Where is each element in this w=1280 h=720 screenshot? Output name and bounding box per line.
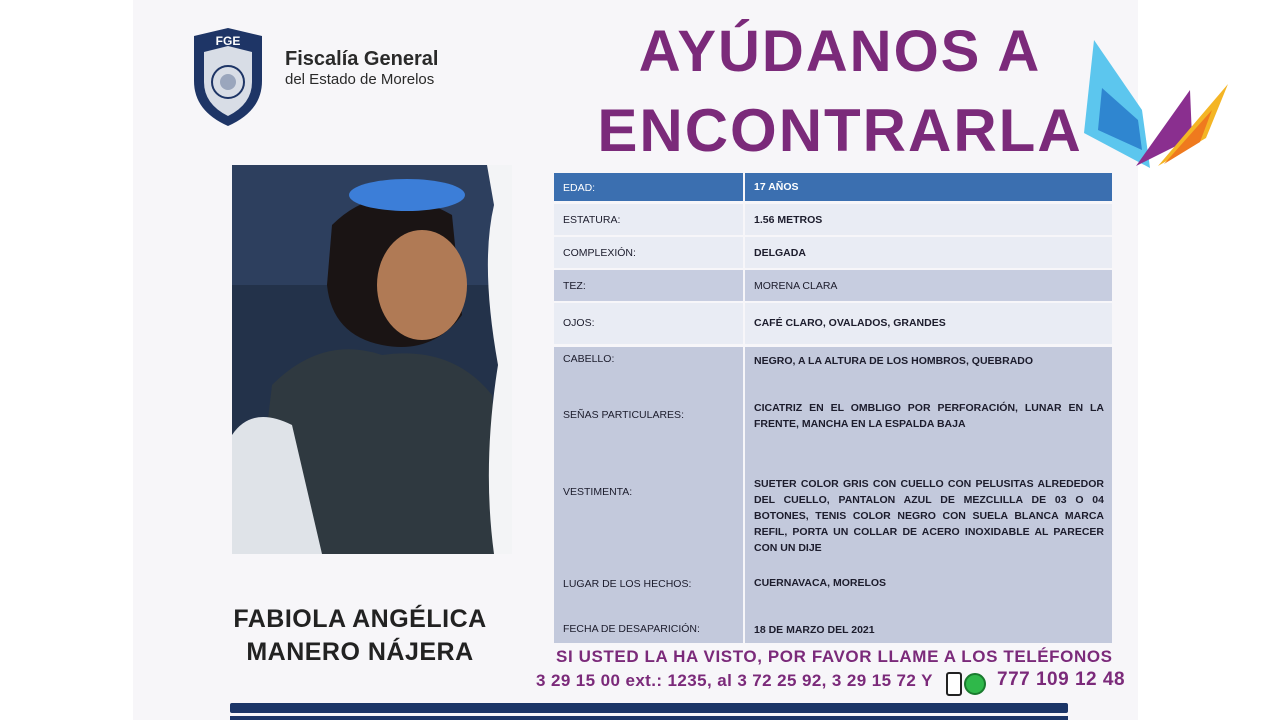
table-row (554, 173, 1112, 201)
row-value: 18 DE MARZO DEL 2021 (754, 624, 875, 636)
headline-line-1: AYÚDANOS A (638, 19, 1042, 84)
row-value: NEGRO, A LA ALTURA DE LOS HOMBROS, QUEBRADO (754, 355, 1034, 367)
row-label: COMPLEXIÓN: (563, 247, 636, 259)
table-row (554, 270, 1112, 301)
person-name-line-2: MANERO NÁJERA (246, 638, 474, 666)
table-row (554, 303, 1112, 344)
details-table (554, 173, 1112, 643)
missing-person-photo (232, 165, 512, 554)
headline-line-2: ENCONTRARLA (597, 97, 1083, 164)
row-value: SUETER COLOR GRIS CON CUELLO CON PELUSITAS ALREDEDOR DEL CUELLO, PANTALON AZUL DE MEZCLILLA DE 03 O 04 BOTONES, TENIS COLOR NEGRO CON SUELA BLANCA MARCA REFIL, PORTA UN COLLAR DE ACERO INOXIDABLE AL PARECER CON UN DIJE (754, 478, 1104, 554)
row-label: LUGAR DE LOS HECHOS: (563, 578, 692, 590)
police-shield-icon (190, 26, 266, 128)
organization-subtitle: del Estado de Morelos (285, 71, 435, 88)
row-label: ESTATURA: (563, 214, 621, 226)
row-value: CUERNAVACA, MORELOS (754, 577, 887, 589)
row-label: TEZ: (563, 280, 586, 292)
row-value: DELGADA (754, 247, 806, 259)
butterfly-logo-icon (1080, 38, 1230, 170)
row-label: CABELLO: (563, 353, 615, 365)
person-name-line-1: FABIOLA ANGÉLICA (233, 605, 487, 633)
row-label: EDAD: (563, 182, 596, 194)
row-value: CAFÉ CLARO, OVALADOS, GRANDES (754, 317, 946, 329)
row-label: FECHA DE DESAPARICIÓN: (563, 623, 700, 635)
row-value: 17 AÑOS (754, 181, 799, 193)
row-label: OJOS: (563, 317, 595, 329)
table-row (554, 237, 1112, 268)
phone-icon (946, 672, 962, 696)
bottom-bar (230, 703, 1068, 713)
badge-text: FGE (215, 34, 241, 48)
bottom-bar-line (230, 716, 1068, 720)
contact-message: SI USTED LA HA VISTO, POR FAVOR LLAME A LOS TELÉFONOS (556, 647, 1113, 666)
row-value: CICATRIZ EN EL OMBLIGO POR PERFORACIÓN, LUNAR EN LA FRENTE, MANCHA EN LA ESPALDA BAJA (754, 402, 1104, 430)
contact-phone-numbers: 3 29 15 00 ext.: 1235, al 3 72 25 92, 3 29 15 72 Y (536, 671, 933, 690)
table-row (554, 204, 1112, 235)
row-label: VESTIMENTA: (563, 486, 633, 498)
row-value: 1.56 METROS (754, 214, 823, 226)
row-label: SEÑAS PARTICULARES: (563, 409, 684, 421)
whatsapp-number: 777 109 12 48 (997, 669, 1126, 690)
whatsapp-icon (964, 673, 986, 695)
organization-name: Fiscalía General (285, 48, 439, 70)
row-value: MORENA CLARA (754, 280, 838, 292)
